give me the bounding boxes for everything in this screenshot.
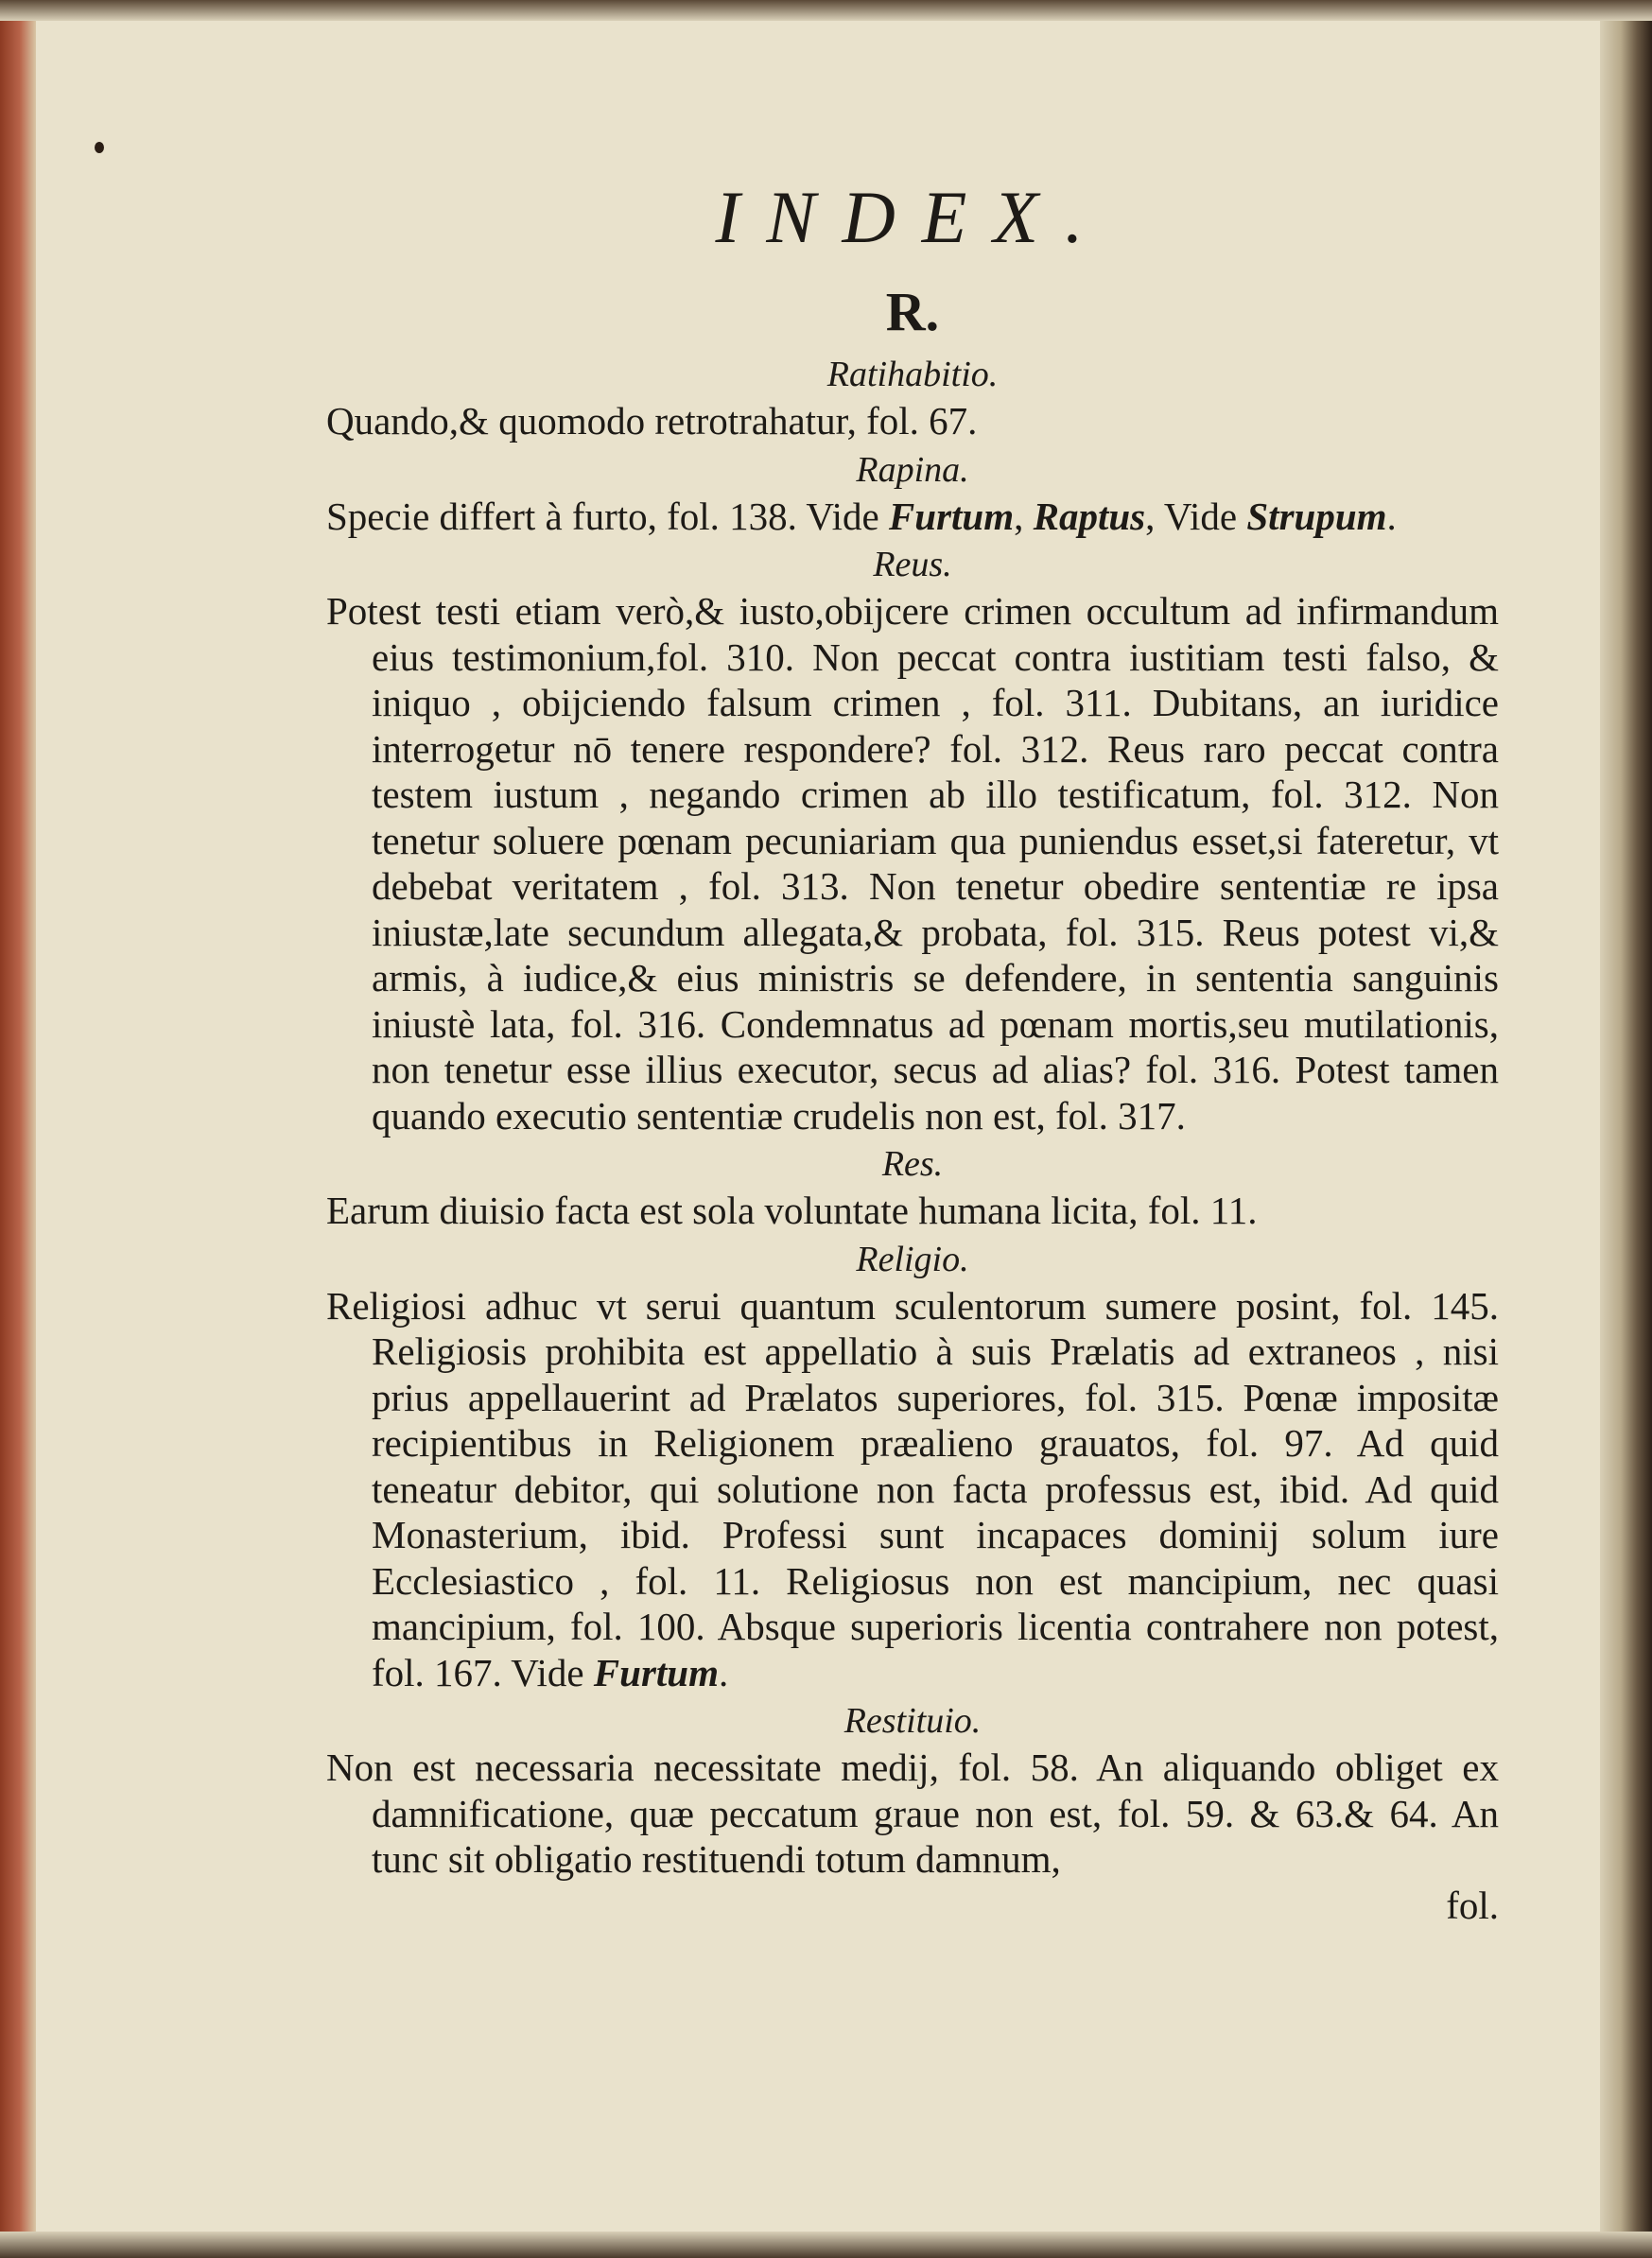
section-heading: Rapina. xyxy=(856,449,969,490)
cross-reference: Strupum xyxy=(1246,494,1387,538)
cross-reference: Raptus xyxy=(1033,494,1146,538)
page-top-edge xyxy=(0,0,1652,21)
index-entry xyxy=(326,588,1499,1138)
index-section xyxy=(326,1238,1499,1696)
section-heading: Res. xyxy=(881,1144,944,1184)
section-heading: Ratihabitio. xyxy=(826,355,999,394)
entry-text: . xyxy=(1386,494,1397,538)
ink-spot xyxy=(95,142,104,153)
entry-text: Earum diuisio facta est sola voluntate humana licita, fol. 11. xyxy=(326,1189,1258,1232)
entry-text: Potest testi etiam verò,& iusto,obijcere crimen occultum ad infirmandum eius testimonium,fol. 310. Non peccat contra iustitiam testi falso, & iniquo , obijciendo falsum crimen , fol. 311. Dubitans, an iuridice interrogetur nō tenere respondere? fol. 312. Reus raro peccat contra testem iustum , negando crimen ab illo testificatum, fol. 312. Non tenetur soluere pœnam pecuniariam qua puniendus esset,si fateretur, vt debebat veritatem , fol. 313. Non tenetur obedire sententiæ re ipsa iniustæ,late secundum allegata,& probata, fol. 315. Reus potest vi,& armis, à iudice,& eius ministris se defendere, in sententia sanguinis iniustè lata, fol. 316. Condemnatus ad pœnam mortis,seu mutilationis, non tenetur esse illius executor, secus ad alias? fol. 316. Potest tamen quando executio sententiæ crudelis non est, fol. 317. xyxy=(326,589,1499,1138)
section-heading: Restituio. xyxy=(843,1701,982,1741)
index-entry xyxy=(326,1283,1499,1696)
entry-text: Specie differt à furto, fol. 138. Vide xyxy=(326,494,889,538)
index-section xyxy=(326,1699,1499,1883)
section-heading: Religio. xyxy=(856,1239,969,1279)
page-left-edge xyxy=(0,0,36,2258)
page-header: INDEX. xyxy=(715,176,1110,258)
catchword: fol. xyxy=(1446,1883,1499,1927)
index-content xyxy=(326,175,1499,1928)
entry-text: Non est necessaria necessitate medij, fol. 58. An aliquando obliget ex damnificatione, quæ peccatum graue non est, fol. 59. & 63.& 64. An tunc sit obligatio restituendi totum damnum, xyxy=(326,1746,1499,1881)
index-section xyxy=(326,353,1499,444)
index-entry xyxy=(326,1188,1499,1234)
entry-text: . xyxy=(719,1650,729,1694)
index-sections xyxy=(326,353,1499,1883)
entry-text: , Vide xyxy=(1145,494,1247,538)
index-entry xyxy=(326,1745,1499,1883)
index-entry xyxy=(326,398,1499,444)
entry-text: , xyxy=(1014,494,1034,538)
index-section xyxy=(326,1142,1499,1234)
cross-reference: Furtum xyxy=(888,494,1015,538)
index-section xyxy=(326,448,1499,540)
index-letter: R. xyxy=(885,281,940,342)
page-right-edge xyxy=(1600,0,1652,2258)
cross-reference: Furtum xyxy=(593,1650,719,1694)
section-heading: Reus. xyxy=(873,545,952,584)
index-section xyxy=(326,543,1499,1138)
index-entry xyxy=(326,494,1499,540)
page-bottom-edge xyxy=(0,2232,1652,2258)
entry-text: Religiosi adhuc vt serui quantum sculentorum sumere posint, fol. 145. Religiosis prohibita est appellatio à suis Prælatis ad extraneos , nisi prius appellauerint ad Prælatos superiores, fol. 315. Pœnæ impositæ recipientibus in Religionem præalieno grauatos, fol. 97. Ad quid teneatur debitor, qui solutione non facta professus est, ibid. Ad quid Monasterium, ibid. Professi sunt incapaces dominij solum iure Ecclesiastico , fol. 11. Religiosus non est mancipium, nec quasi mancipium, fol. 100. Absque superioris licentia contrahere non potest, fol. 167. Vide xyxy=(326,1283,1499,1694)
entry-text: Quando,& quomodo retrotrahatur, fol. 67. xyxy=(326,399,978,443)
